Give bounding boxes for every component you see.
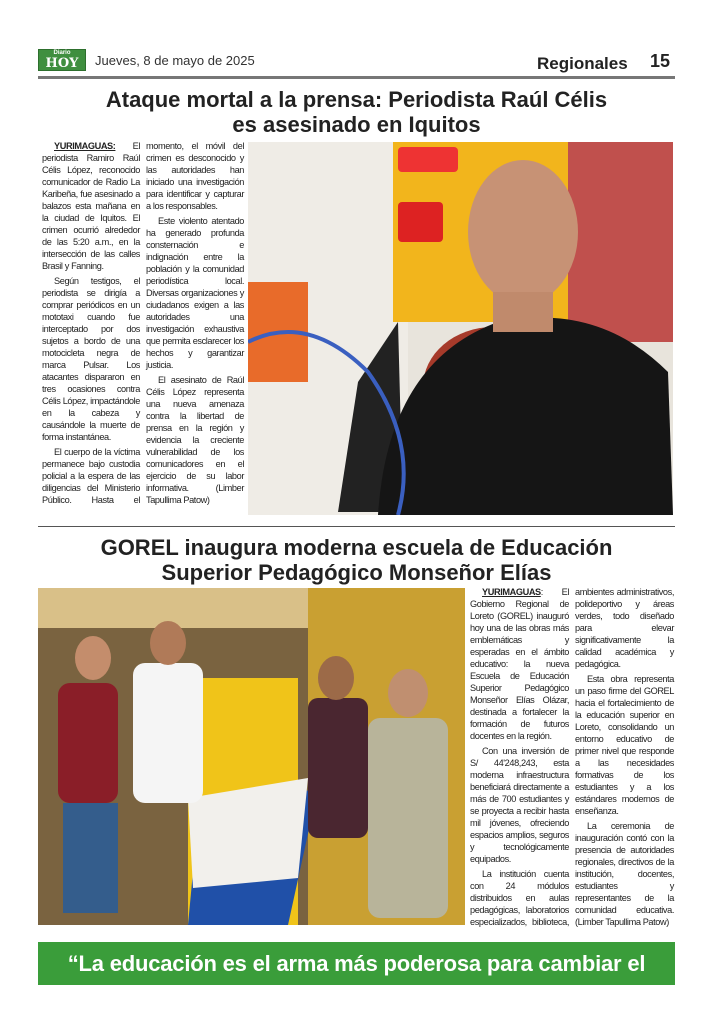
paragraph: : El Gobierno Regional de Loreto (GOREL) inauguró hoy una de las obras más emblemáticas y esperadas en el ámbito educativo: la nueva Escuela de Educación Superior Pedagógico Monseñor Elías Olázar, destinada a fortalecer la formación de futuros docentes en la región. — [470, 587, 569, 741]
header-rule — [38, 76, 675, 79]
inauguration-photo — [38, 588, 465, 925]
headline-line: Ataque mortal a la prensa: Periodista Raúl Célis — [105, 87, 608, 112]
paragraph: El periodista Ramiro Raúl Célis López, reconocido comunicador de Radio La Karibeña, fue asesinado a balazos esta mañana en la ciudad de Iquitos. El crimen ocurrió alrededor de las 5:20 a.m., en la intersección de las calles Brasil y Fanning. — [42, 141, 140, 271]
inauguration-photo-illustration — [38, 588, 465, 925]
dateline: YURIMAGUAS: — [54, 141, 116, 151]
journalist-photo-illustration — [248, 142, 673, 515]
diario-hoy-logo — [38, 49, 86, 71]
paragraph: La ceremonia de inauguración contó con la presencia de autoridades regionales, directivos de la institución, docentes, estudiantes y representantes de la comunidad educativa. (Limber Tapullima Patow) — [575, 821, 674, 927]
article-divider — [38, 526, 675, 527]
paragraph: Según testigos, el periodista se dirigía a comprar periódicos en un mototaxi cuando fue interceptado por dos sujetos a bordo de una motocicleta negra de marca Pulsar. Los atacantes dispararon en tres ocasiones contra Célis López, impactándole en la cabeza y causándole la muerte de forma instantánea. — [42, 276, 140, 442]
article2-headline — [38, 535, 675, 585]
paragraph: El asesinato de Raúl Célis López representa una nueva amenaza contra la libertad de prensa en la región y evidencia la creciente vulnerabilidad de los comunicadores en el ejercicio de su labor informativa. (Limber Tapullima Patow) — [146, 375, 244, 505]
paragraph: Esta obra representa un paso firme del GOREL hacia el fortalecimiento de la educación superior en Loreto, consolidando un entorno educativo de primer nivel que responde a las necesidades formativas de los estudiantes y a los estándares modernos de enseñanza. — [575, 674, 674, 816]
dateline: YURIMAGUAS — [482, 587, 541, 597]
logo-big-text: HOY — [45, 56, 79, 71]
journalist-photo — [248, 142, 673, 515]
issue-date: Jueves, 8 de mayo de 2025 — [95, 53, 255, 68]
logo-small-text: Diario — [53, 50, 71, 56]
paragraph: Con una inversión de S/ 44'248,243, esta moderna infraestructura beneficiará directamente a más de 700 estudiantes y se proyecta a recibir hasta mil jóvenes, ofreciendo espacios amplios, seguros y tecnológicamente equipados. — [470, 746, 569, 864]
headline-line: Superior Pedagógico Monseñor Elías — [161, 560, 552, 585]
section-name: Regionales — [537, 54, 628, 73]
article2-body — [470, 586, 674, 928]
paragraph: Este violento atentado ha generado profunda consternación e indignación entre la población y la comunidad periodística local. Diversas organizaciones y ciudadanos exigen a las autoridades una investigación exhaustiva que permita esclarecer los hechos y garantizar justicia. — [146, 216, 244, 370]
page-number: 15 — [650, 51, 671, 71]
quote-banner: “La educación es el arma más poderosa para cambiar el mundo” — [38, 942, 675, 985]
article1-body — [42, 140, 244, 506]
paragraph: El cuerpo de la víctima permanece bajo custodia policial a la espera de las diligencias del Ministerio Público. Hasta el momento, el móvil del crimen es desconocido y las autoridades han iniciado una investigación para identificar y capturar a los responsables. — [42, 141, 244, 505]
paragraph: La institución cuenta con 24 módulos distribuidos en aulas pedagógicas, laboratorios especializados, biblioteca, ambientes administrativos, polideportivo y áreas verdes, todo diseñado para elevar significativamente la calidad académica y pedagógica. — [470, 587, 674, 927]
headline-line: GOREL inaugura moderna escuela de Educación — [100, 535, 613, 560]
headline-line: es asesinado en Iquitos — [232, 112, 481, 137]
article1-headline — [38, 87, 675, 137]
